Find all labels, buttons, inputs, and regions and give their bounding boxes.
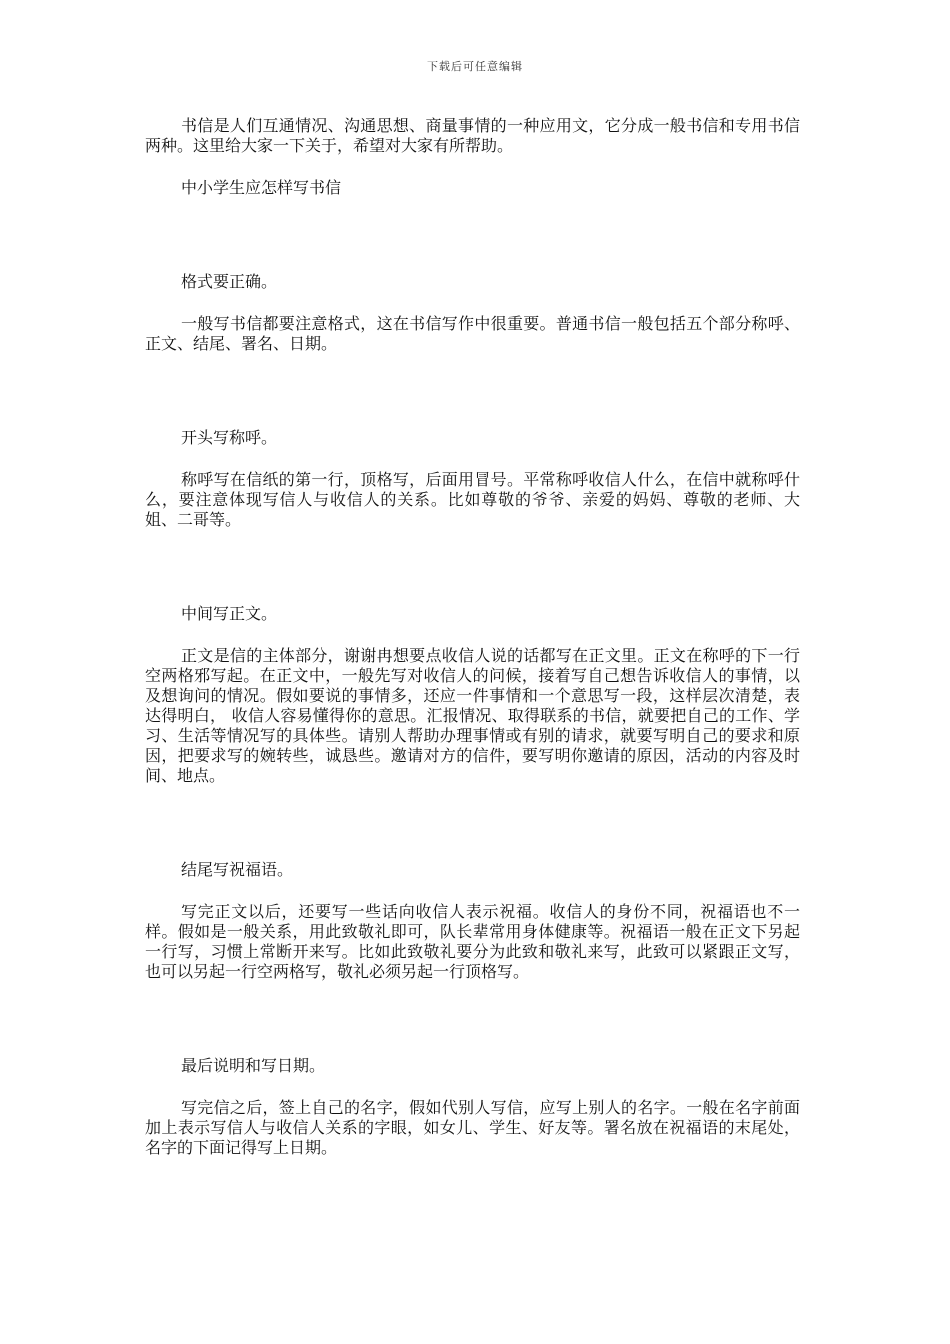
header-note: 下载后可任意编辑 — [427, 60, 523, 73]
spacer — [145, 198, 800, 272]
spacer — [145, 624, 800, 646]
spacer — [145, 354, 800, 428]
spacer — [145, 880, 800, 902]
spacer — [145, 982, 800, 1056]
section-heading-salutation: 开头写称呼。 — [181, 428, 278, 447]
spacer — [145, 786, 800, 860]
section-heading-format: 格式要正确。 — [181, 272, 278, 291]
spacer — [145, 448, 800, 470]
intro-paragraph: 书信是人们互通情况、沟通思想、商量事情的一种应用文，它分成一般书信和专用书信两种。这里给大家一下关于，希望对大家有所帮助。 — [145, 116, 800, 155]
spacer — [145, 530, 800, 604]
section-heading-signature: 最后说明和写日期。 — [181, 1056, 326, 1075]
section-body-format: 一般写书信都要注意格式，这在书信写作中很重要。普通书信一般包括五个部分称呼、正文、结尾、署名、日期。 — [145, 314, 800, 353]
document-content — [145, 116, 800, 1158]
section-body-signature: 写完信之后，签上自己的名字，假如代别人写信，应写上别人的名字。一般在名字前面加上表示写信人与收信人关系的字眼，如女儿、学生、好友等。署名放在祝福语的末尾处，名字的下面记得写上日期。 — [145, 1098, 800, 1157]
section-body-salutation: 称呼写在信纸的第一行，顶格写，后面用冒号。平常称呼收信人什么，在信中就称呼什么，要注意体现写信人与收信人的关系。比如尊敬的爷爷、亲爱的妈妈、尊敬的老师、大姐、二哥等。 — [145, 470, 800, 529]
spacer — [145, 292, 800, 314]
spacer — [145, 156, 800, 178]
section-body-body: 正文是信的主体部分，谢谢冉想要点收信人说的话都写在正文里。正文在称呼的下一行空两格邪写起。在正文中，一般先写对收信人的问候，接着写自己想告诉收信人的事情，以及想询问的情况。假如要说的事情多，还应一件事情和一个意思写一段，这样层次清楚，表达得明白， 收信人容易懂得你的意思。汇报情况、取得联系的书信，就要把自己的工作、学习、生活等情况写的具体些。请别人帮助办理事情或有别的请求，就要写明自己的要求和原因，把要求写的婉转些，诚恳些。邀请对方的信件，要写明你邀请的原因，活动的内容及时间、地点。 — [145, 646, 800, 785]
document-title: 中小学生应怎样写书信 — [181, 178, 342, 197]
spacer — [145, 1076, 800, 1098]
section-body-closing: 写完正文以后，还要写一些话向收信人表示祝福。收信人的身份不同，祝福语也不一样。假如是一般关系，用此致敬礼即可，队长辈常用身体健康等。祝福语一般在正文下另起一行写，习惯上常断开来写。比如此致敬礼要分为此致和敬礼来写，此致可以紧跟正文写，也可以另起一行空两格写，敬礼必须另起一行顶格写。 — [145, 902, 800, 981]
section-heading-body: 中间写正文。 — [181, 604, 278, 623]
section-heading-closing: 结尾写祝福语。 — [181, 860, 294, 879]
